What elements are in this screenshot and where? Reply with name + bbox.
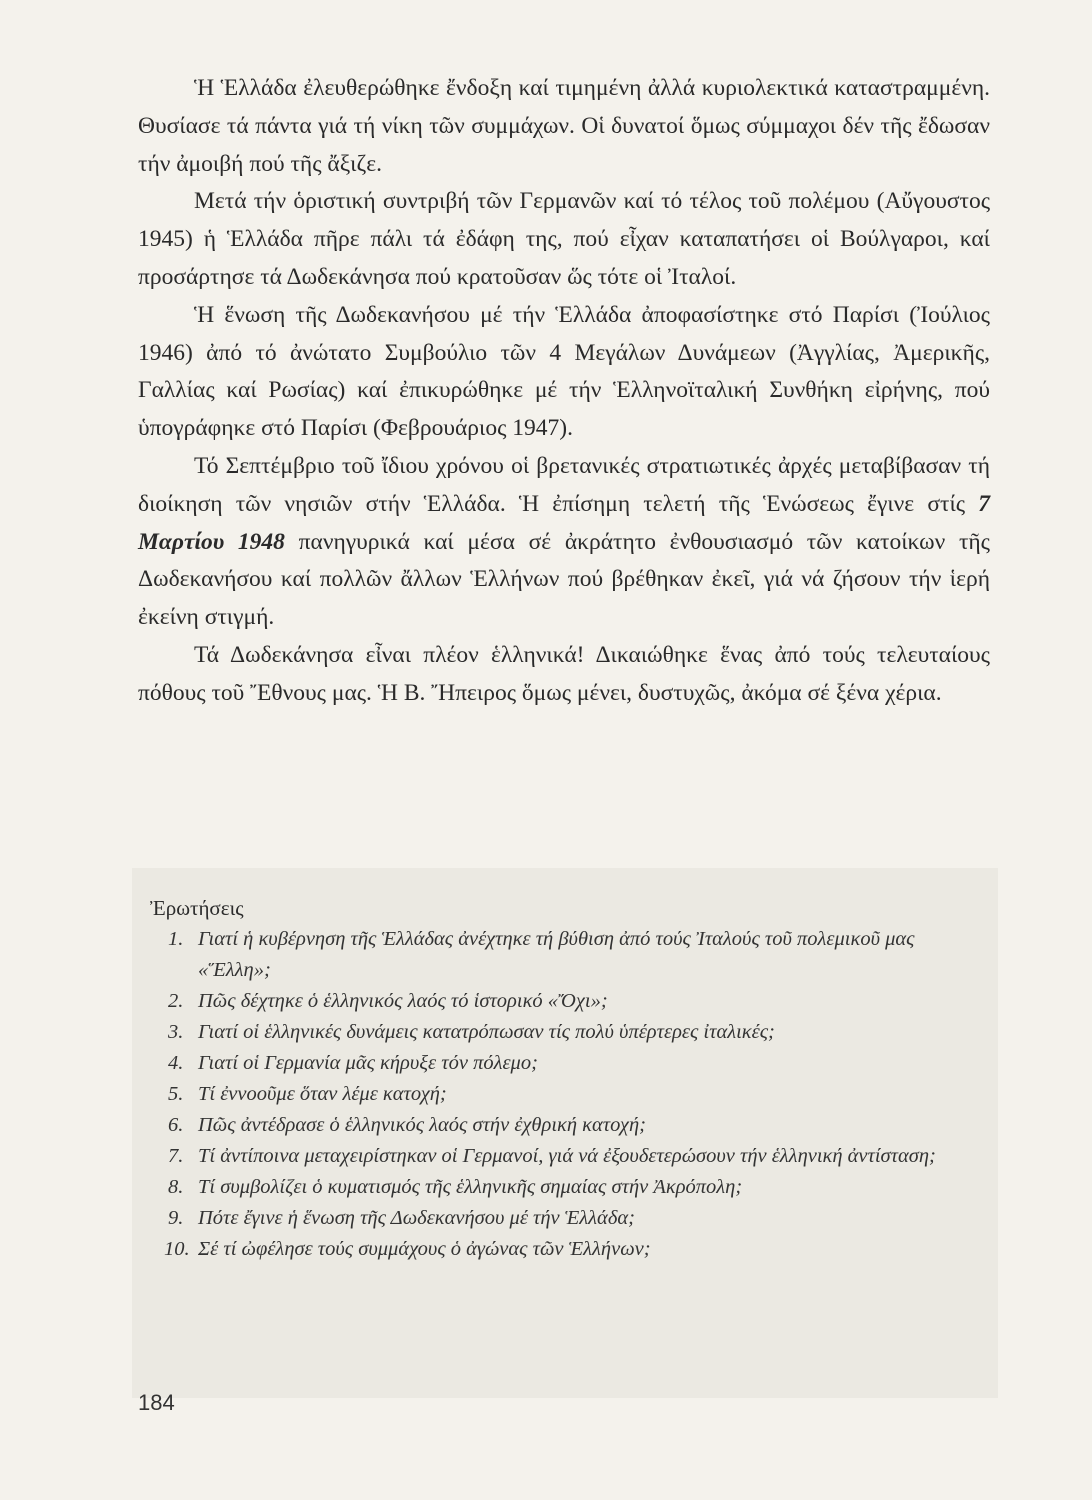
paragraph-2: Μετά τήν ὁριστική συντριβή τῶν Γερμανῶν καί τό τέλος τοῦ πολέμου (Αὔγουστος 1945) ἡ Ἑλλάδα πῆρε πάλι τά ἐδάφη της, πού εἶχαν καταπατήσει οἱ Βούλγαροι, καί προσάρτησε τά Δωδεκάνησα πού κρατοῦσαν ὥς τότε οἱ Ἰταλοί. <box>138 188 990 290</box>
question-number: 10. <box>164 1238 190 1260</box>
question-text: Πῶς ἀντέδρασε ὁ ἑλληνικός λαός στήν ἐχθρική κατοχή; <box>198 1114 646 1136</box>
question-number: 4. <box>168 1052 184 1074</box>
question-text: Γιατί ἡ κυβέρνηση τῆς Ἑλλάδας ἀνέχτηκε τή βύθιση ἀπό τούς Ἰταλούς τοῦ πολεμικοῦ μας «Ἕλλη»; <box>198 928 915 981</box>
question-item <box>168 1079 968 1110</box>
question-text: Τί ἀντίποινα μεταχειρίστηκαν οἱ Γερμανοί, γιά νά ἐξουδετερώσουν τήν ἑλληνική ἀντίσταση; <box>198 1145 936 1167</box>
union-date: 7 Μαρτίου 1948 <box>138 490 990 555</box>
question-number: 9. <box>168 1207 184 1229</box>
question-number: 7. <box>168 1145 184 1167</box>
question-number: 8. <box>168 1176 184 1198</box>
question-item <box>168 1017 968 1048</box>
question-item <box>168 1048 968 1079</box>
question-item <box>168 1141 968 1172</box>
question-text: Τί συμβολίζει ὁ κυματισμός τῆς ἑλληνικῆς σημαίας στήν Ἀκρόπολη; <box>198 1176 743 1198</box>
paragraph-1: Ἡ Ἑλλάδα ἐλευθερώθηκε ἔνδοξη καί τιμημένη ἀλλά κυριολεκτικά καταστραμμένη. Θυσίασε τά πάντα γιά τή νίκη τῶν συμμάχων. Οἱ δυνατοί ὅμως σύμμαχοι δέν τῆς ἔδωσαν τήν ἀμοιβή πού τῆς ἄξιζε. <box>138 75 990 177</box>
question-item <box>168 1172 968 1203</box>
question-number: 1. <box>168 928 184 950</box>
question-text: Γιατί οἱ ἑλληνικές δυνάμεις κατατρόπωσαν τίς πολύ ὑπέρτερες ἰταλικές; <box>198 1021 775 1043</box>
paragraph-5: Τά Δωδεκάνησα εἶναι πλέον ἑλληνικά! Δικαιώθηκε ἕνας ἀπό τούς τελευταίους πόθους τοῦ Ἔθνους μας. Ἡ Β. Ἤπειρος ὅμως μένει, δυστυχῶς, ἀκόμα σέ ξένα χέρια. <box>138 641 990 706</box>
question-text: Γιατί οἱ Γερμανία μᾶς κήρυξε τόν πόλεμο; <box>198 1052 538 1074</box>
question-number: 3. <box>168 1021 184 1043</box>
page-number: 184 <box>138 1390 175 1415</box>
questions-list <box>164 924 968 1265</box>
main-text <box>138 70 990 713</box>
paragraph-3: Ἡ ἕνωση τῆς Δωδεκανήσου μέ τήν Ἑλλάδα ἀποφασίστηκε στό Παρίσι (Ἰούλιος 1946) ἀπό τό ἀνώτατο Συμβούλιο τῶν 4 Μεγάλων Δυνάμεων (Ἀγγλίας, Ἀμερικῆς, Γαλλίας καί Ρωσίας) καί ἐπικυρώθηκε μέ τήν Ἑλληνοϊταλική Συνθήκη εἰρήνης, πού ὑπογράφηκε στό Παρίσι (Φεβρουάριος 1947). <box>138 301 990 442</box>
question-number: 6. <box>168 1114 184 1136</box>
question-item <box>164 1234 968 1265</box>
question-number: 2. <box>168 990 184 1012</box>
question-text: Σέ τί ὠφέλησε τούς συμμάχους ὁ ἀγώνας τῶν Ἑλλήνων; <box>198 1238 651 1260</box>
paragraph-4-end: πανηγυρικά καί μέσα σέ ἀκράτητο ἐνθουσιασμό τῶν κατοίκων τῆς Δωδεκανήσου καί πολλῶν ἄλλων Ἑλλήνων πού βρέθηκαν ἐκεῖ, γιά νά ζήσουν τήν ἱερή ἐκείνη στιγμή. <box>138 528 990 631</box>
question-text: Πότε ἔγινε ἡ ἕνωση τῆς Δωδεκανήσου μέ τήν Ἑλλάδα; <box>198 1207 635 1229</box>
question-number: 5. <box>168 1083 184 1105</box>
question-item <box>168 924 968 986</box>
paragraph-4 <box>138 448 990 637</box>
questions-title: Ἐρωτήσεις <box>150 896 244 920</box>
question-item <box>168 1203 968 1234</box>
question-item <box>168 986 968 1017</box>
question-text: Πῶς δέχτηκε ὁ ἑλληνικός λαός τό ἱστορικό «Ὄχι»; <box>198 990 608 1012</box>
paragraph-4-start: Τό Σεπτέμβριο τοῦ ἴδιου χρόνου οἱ βρετανικές στρατιωτικές ἀρχές μεταβίβασαν τή διοίκηση τῶν νησιῶν στήν Ἑλλάδα. Ἡ ἐπίσημη τελετή τῆς Ἑνώσεως ἔγινε στίς <box>138 452 990 517</box>
question-item <box>168 1110 968 1141</box>
question-text: Τί ἐννοοῦμε ὅταν λέμε κατοχή; <box>198 1083 447 1105</box>
